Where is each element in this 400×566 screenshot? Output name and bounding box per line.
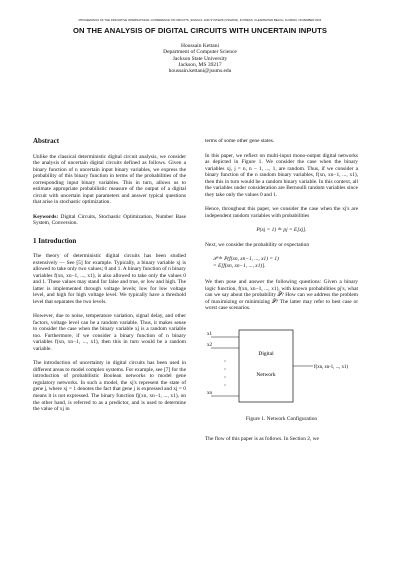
left-column <box>33 138 186 421</box>
intro-paragraph-3: The introduction of uncertainty in digital circuits has been used in different areas to model complex systems. For example, see [7] for the introduction of probabilistic Boolean networks to model gene regulatory networks. In such a model, the xj's represent the state of gene j, where xj = 1 denotes the fact that gene j is expressed and xj = 0 means it is not expressed. The binary function fj(xn, xn−1, ..., x1), on the other hand, is referred to as a predictor, and is used to determine the value of xj in <box>33 360 186 413</box>
paper-title: ON THE ANALYSIS OF DIGITAL CIRCUITS WITH UNCERTAIN INPUTS <box>72 26 328 35</box>
equation-probability: P(xj = 1) ≐ pj = E[xj]. <box>256 227 307 234</box>
ellipsis-dot <box>225 368 226 369</box>
right-paragraph-4: Next, we consider the probability or expectation <box>205 241 310 248</box>
keywords-text: Digital Circuits, Stochastic Optimization, Number Base System, Conversion. <box>33 213 186 227</box>
introduction-heading: 1 Introduction <box>33 236 77 245</box>
equation-line-2: = E[f(xn, xn−1, ..., x1)]. <box>213 262 266 269</box>
ellipsis-dot <box>225 384 226 385</box>
digital-network-box <box>239 330 293 402</box>
author-block <box>0 43 400 74</box>
author-city: Jackson, MS 39217 <box>178 61 222 68</box>
intro-paragraph-2: However, due to noise, temperature variation, signal delay, and other factors, voltage level can be a random variable. Thus, it makes sense to consider the case when the binary variable xj is a random variable too. Furthermore, if we consider a binary function of n binary variables f(xn, xn−1, ..., x1), then this in turn would be a random variable. <box>33 313 186 352</box>
equation-expectation <box>213 256 358 269</box>
right-paragraph-2: In this paper, we reflect on multi-input mono-output digital networks as depicted in Figure 1. We consider the case when the binary variables xj, j = n, n − 1, ..., 1, are random. Thus, if we consider a binary function of the n random binary variables, f(xn, xn−1, ..., x1), then this in turn would be a random binary variable. In this context, all the variables under consideration are Bernoulli random variables since they take only the values 0 and 1. <box>205 152 358 198</box>
input-label-n: xn <box>207 390 212 396</box>
input-label-2: x2 <box>207 342 212 348</box>
right-paragraph-1: terms of some other gene states. <box>205 138 275 144</box>
author-department: Department of Computer Science <box>163 49 237 56</box>
keywords-label: Keywords: <box>33 213 59 220</box>
right-paragraph-5: We then pose and answer the following questions: Given a binary logic function, f(xn, xn−1, ..., x1), with known probabilities pj's, what can we say about the probability 𝒫? How can we address the problem of maximizing or minimizing 𝒫? The latter may refer to best case or worst case scenarios. <box>205 279 358 312</box>
abstract-text: Unlike the classical deterministic digital circuit analysis, we consider the analysis of uncertain digital circuits defined as follows. Given a binary function of n uncertain input binary variables, we express the probability of this binary function in terms of the probabilities of the corresponding input binary variables. This in turn, allows us to estimate appropriate probabilistic measure of the output of a digital circuit with uncertain input parameters and answer typical questions that arise in stochastic optimization. <box>33 153 186 206</box>
box-label-network: Network <box>256 371 276 378</box>
ellipsis-dot <box>225 360 226 361</box>
conference-banner: PROCEEDINGS OF THE INNOVATIVE INTERNATIONAL CONFERENCE ON CIRCUITS, SIGNALS, AND SYSTEMS (CSS2004), IN PRESS, CLEARWATER BEACH, FLORIDA, NOVEMBER 2004 <box>78 19 322 22</box>
ellipsis-dot <box>225 376 226 377</box>
input-label-1: x1 <box>207 331 212 337</box>
author-email: houssain.kettani@jsums.edu <box>168 68 232 75</box>
equation-line-1: 𝒫 ≐ P(f(xn, xn−1, ..., x1) = 1) <box>213 256 279 263</box>
author-name: Houssain Kettani <box>180 43 220 49</box>
right-paragraph-3: Hence, throughout this paper, we consider the case when the xj's are independent random variables with probabilities <box>205 206 358 219</box>
output-label: f(xn, xn-1, ..., x1) <box>314 364 348 370</box>
right-paragraph-6: The flow of this paper is as follows. In Section 2, we <box>205 436 319 443</box>
network-diagram <box>205 320 358 410</box>
abstract-heading: Abstract <box>33 137 60 145</box>
network-figure <box>205 320 358 410</box>
author-university: Jackson State University <box>172 55 228 62</box>
figure-caption: Figure 1. Network Configuration <box>245 415 318 422</box>
right-column <box>205 138 358 451</box>
intro-paragraph-1: The theory of deterministic digital circuits has been studied extensively — See [5] for example. Typically, a binary variable xj is allowed to take only two values; 0 and 1. A binary function of n binary variables f(xn, xn−1, ..., x1), is also allowed to take only the values 0 and 1. These values may stand for false and true, or low and high. The latter is implemented through voltage levels; low for low voltage level, and high for high voltage level. We typically have a threshold level that separates the two levels. <box>33 253 186 305</box>
keywords <box>33 214 186 227</box>
box-label-digital: Digital <box>258 350 274 357</box>
